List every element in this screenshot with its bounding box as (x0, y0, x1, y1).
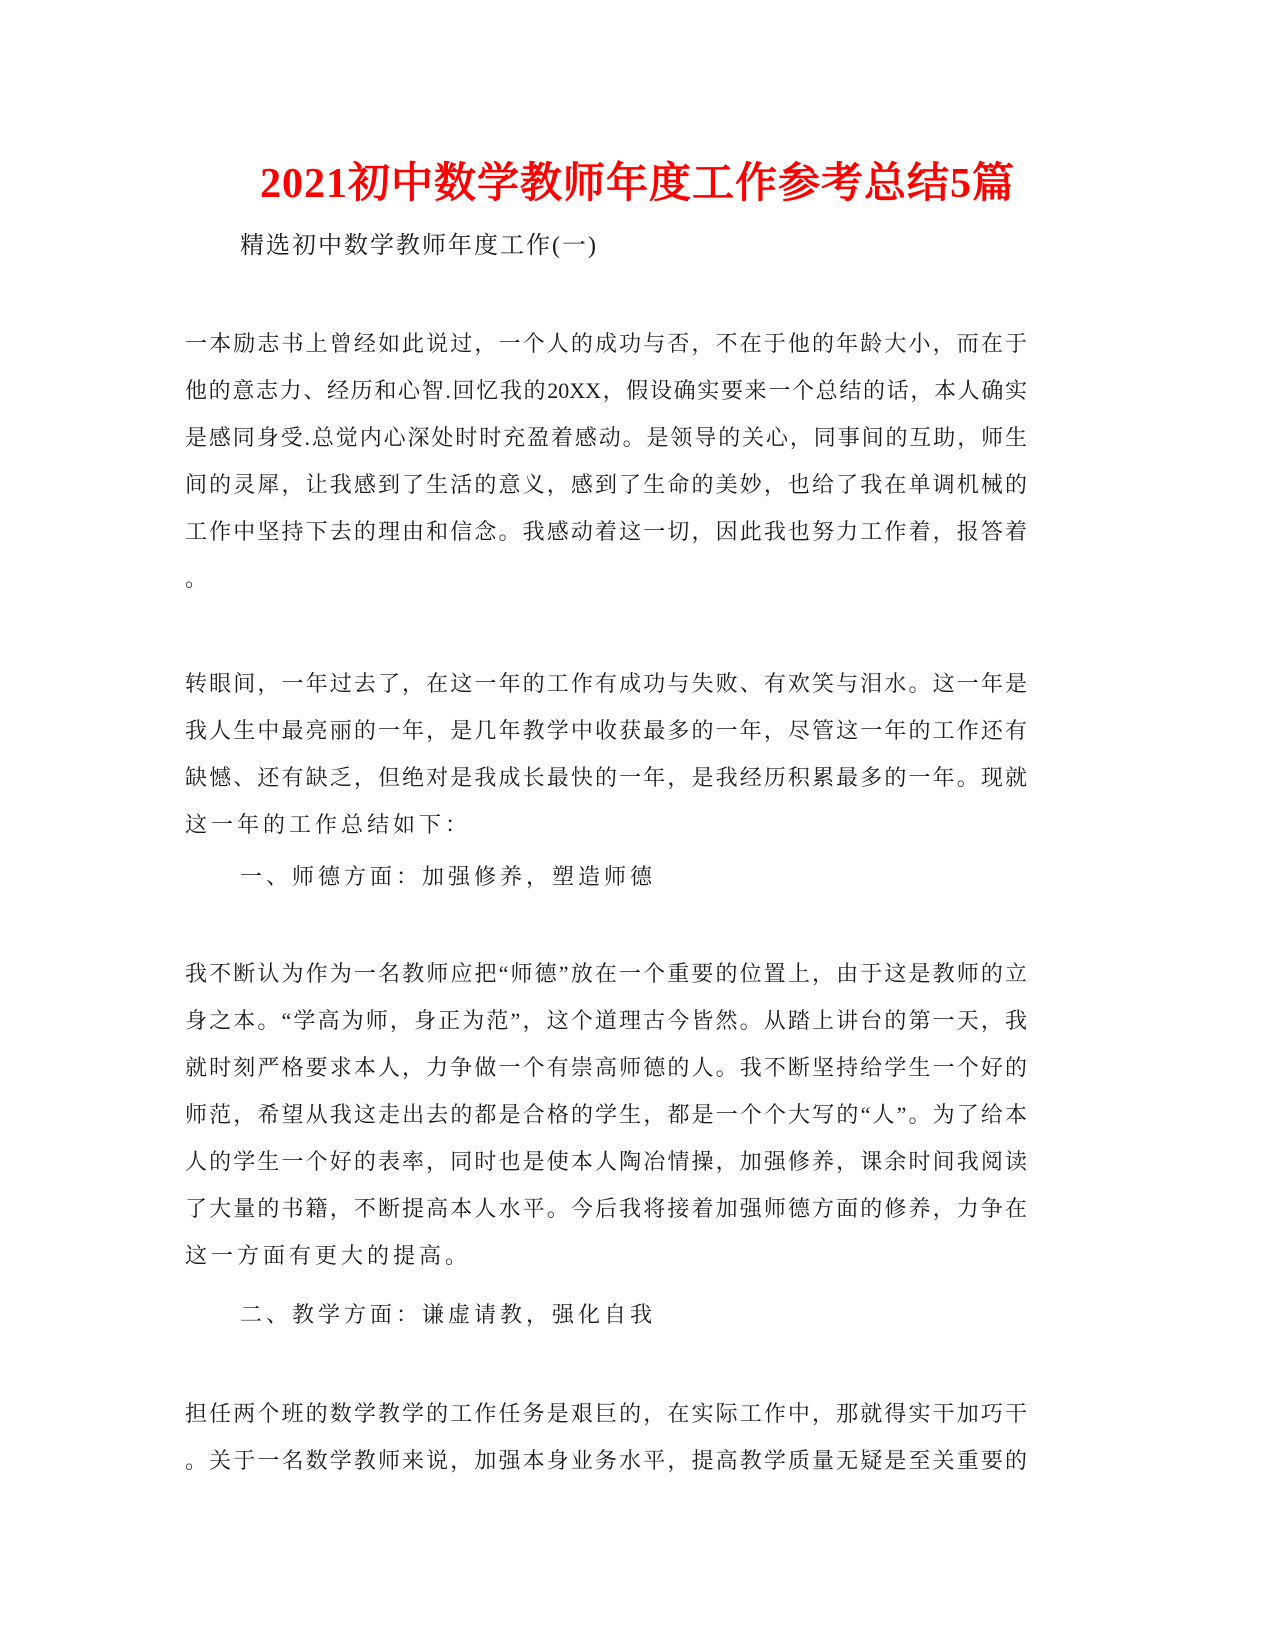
text-line: 工作中坚持下去的理由和信念。我感动着这一切，因此我也努力工作着，报答着 (185, 519, 1027, 544)
text-line: 人的学生一个好的表率，同时也是使本人陶冶情操，加强修养，课余时间我阅读 (185, 1149, 1027, 1174)
text-line: 了大量的书籍，不断提高本人水平。今后我将接着加强师德方面的修养，力争在 (185, 1196, 1027, 1221)
paragraph-3 (185, 950, 1027, 1279)
text-line: 。 (185, 566, 212, 591)
section-heading-1: 一、师德方面：加强修养，塑造师德 (240, 864, 657, 889)
text-line: 是感同身受.总觉内心深处时时充盈着感动。是领导的关心，同事间的互助，师生 (185, 425, 1027, 450)
paragraph-1 (185, 320, 1027, 602)
text-line: 他的意志力、经历和心智.回忆我的20XX，假设确实要来一个总结的话，本人确实 (185, 378, 1027, 403)
text-line: 。关于一名数学教师来说，加强本身业务水平，提高教学质量无疑是至关重要的 (185, 1448, 1027, 1473)
text-line: 缺憾、还有缺乏，但绝对是我成长最快的一年，是我经历积累最多的一年。现就 (185, 765, 1027, 790)
text-line: 师范，希望从我这走出去的都是合格的学生，都是一个个大写的“人”。为了给本 (185, 1102, 1027, 1127)
section-heading-1-block (185, 853, 1027, 900)
paragraph-4 (185, 1390, 1027, 1484)
text-line: 担任两个班的数学教学的工作任务是艰巨的，在实际工作中，那就得实干加巧干 (185, 1401, 1027, 1426)
doc-title: 2021初中数学教师年度工作参考总结5篇 (259, 161, 1015, 207)
text-line: 我不断认为作为一名教师应把“师德”放在一个重要的位置上，由于这是教师的立 (185, 961, 1027, 986)
doc-subtitle: 精选初中数学教师年度工作(一) (240, 233, 598, 259)
paragraph-2 (185, 660, 1027, 848)
text-line: 我人生中最亮丽的一年，是几年教学中收获最多的一年，尽管这一年的工作还有 (185, 718, 1027, 743)
doc-subtitle-block (185, 229, 1027, 263)
text-line: 间的灵犀，让我感到了生活的意义，感到了生命的美妙，也给了我在单调机械的 (185, 472, 1027, 497)
section-heading-2-block (185, 1291, 1027, 1338)
section-heading-2: 二、教学方面：谦虚请教，强化自我 (240, 1302, 657, 1327)
text-line: 身之本。“学高为师，身正为范”，这个道理古今皆然。从踏上讲台的第一天，我 (185, 1008, 1027, 1033)
text-line: 转眼间，一年过去了，在这一年的工作有成功与失败、有欢笑与泪水。这一年是 (185, 671, 1027, 696)
text-line: 这一方面有更大的提高。 (185, 1243, 472, 1268)
text-line: 一本励志书上曾经如此说过，一个人的成功与否，不在于他的年龄大小，而在于 (185, 331, 1027, 356)
text-line: 就时刻严格要求本人，力争做一个有崇高师德的人。我不断坚持给学生一个好的 (185, 1055, 1027, 1080)
text-line: 这一年的工作总结如下： (185, 812, 472, 837)
